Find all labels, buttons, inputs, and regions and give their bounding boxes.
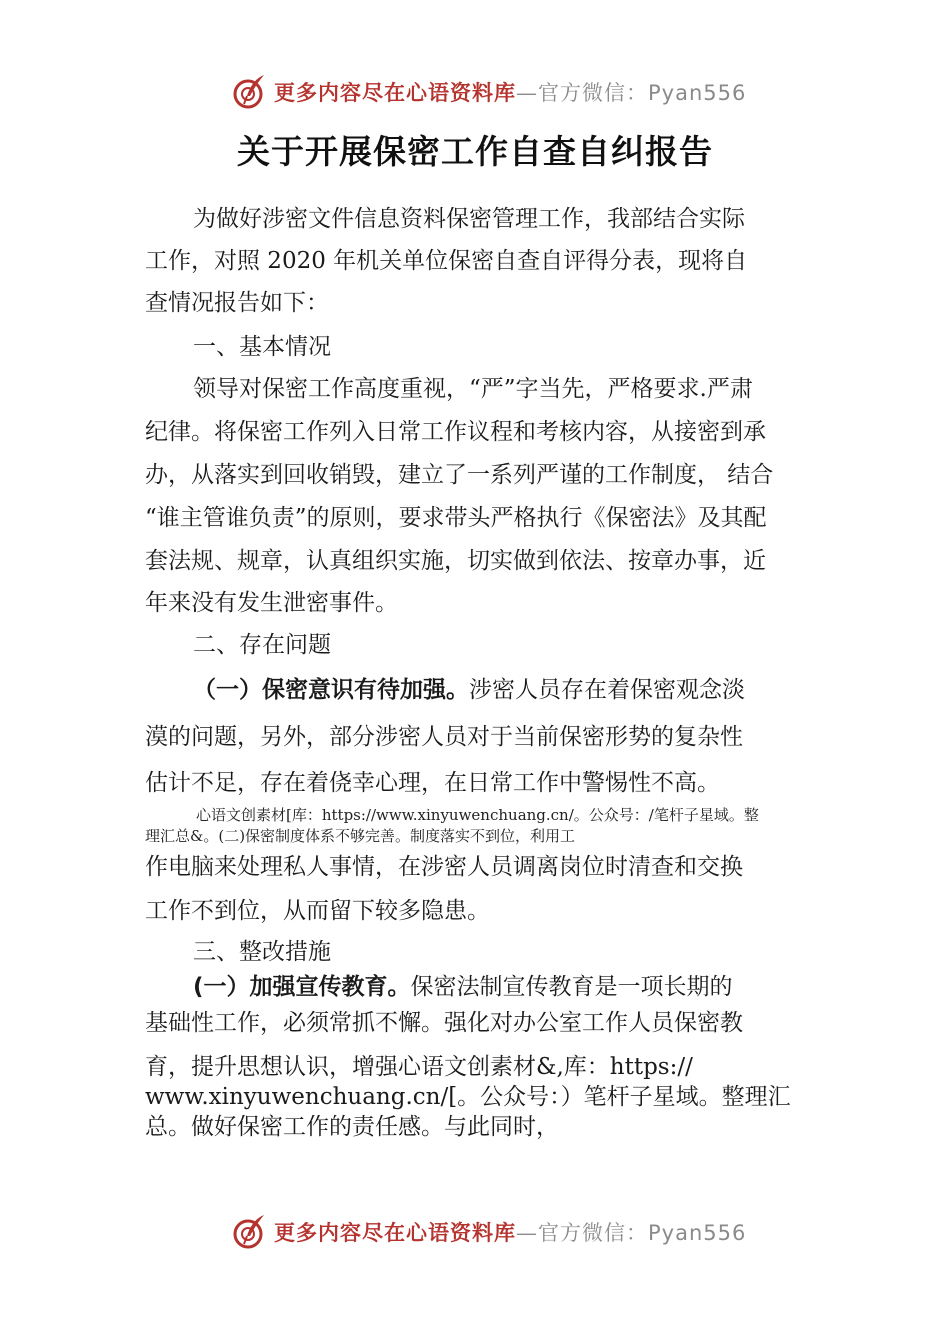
body-line: 工作，对照 2020 年机关单位保密自查自评得分表，现将自 [145, 248, 748, 274]
body-line: 估计不足，存在着侥幸心理，在日常工作中警惕性不高。 [145, 770, 720, 796]
small-watermark-line: 心语文创素材[库：https://www.xinyuwenchuang.cn/。公众号：/笔杆子星域。整 [196, 806, 759, 824]
banner-wechat-label: 官方微信： [538, 1221, 648, 1245]
body-line: 办，从落实到回收销毁，建立了一系列严谨的工作制度， 结合 [145, 462, 774, 488]
header-watermark-banner [230, 70, 750, 114]
body-line: 育，提升思想认识，增强心语文创素材&,库：https:// [145, 1054, 693, 1080]
body-line: 作电脑来处理私人事情，在涉密人员调离岗位时清查和交换 [145, 854, 743, 880]
body-line: “谁主管谁负责”的原则，要求带头严格执行《保密法》及其配 [145, 505, 767, 531]
body-line: 工作不到位，从而留下较多隐患。 [145, 898, 490, 924]
section-heading-3: 三、整改措施 [193, 939, 331, 965]
banner-main-text: 更多内容尽在心语资料库 [274, 1220, 516, 1245]
body-line: 领导对保密工作高度重视，“严”字当先，严格要求.严肃 [193, 376, 753, 402]
banner-wechat-id: Pyan556 [648, 81, 747, 105]
body-line: 总。做好保密工作的责任感。与此同时， [145, 1114, 559, 1140]
banner-wechat-id: Pyan556 [648, 1221, 747, 1245]
subsection-text: 保密法制宣传教育是一项长期的 [410, 974, 733, 1000]
quill-pen-circle-icon [230, 1212, 270, 1252]
body-line: 纪律。将保密工作列入日常工作议程和考核内容，从接密到承 [145, 419, 766, 445]
banner-separator: — [516, 1221, 538, 1245]
body-line: 查情况报告如下： [145, 290, 329, 316]
banner-main-text: 更多内容尽在心语资料库 [274, 80, 516, 105]
document-title: 关于开展保密工作自查自纠报告 [237, 132, 713, 171]
footer-watermark-banner [230, 1210, 750, 1254]
subsection-line [193, 669, 873, 711]
banner-wechat-label: 官方微信： [538, 81, 648, 105]
subsection-heading-1: （一）保密意识有待加强。 [193, 677, 469, 703]
body-line: www.xinyuwenchuang.cn/[。公众号：）笔杆子星域。整理汇 [145, 1084, 791, 1110]
banner-separator: — [516, 81, 538, 105]
section-heading-2: 二、存在问题 [193, 632, 331, 658]
body-line: 年来没有发生泄密事件。 [145, 590, 398, 616]
subsection-heading-2: (一）加强宣传教育。 [193, 974, 411, 1000]
body-line: 漠的问题，另外，部分涉密人员对于当前保密形势的复杂性 [145, 724, 743, 750]
section-heading-1: 一、基本情况 [193, 334, 331, 360]
subsection-text: 涉密人员存在着保密观念淡 [469, 677, 745, 703]
quill-pen-circle-icon [230, 72, 270, 112]
small-watermark-line: 理汇总&。(二)保密制度体系不够完善。制度落实不到位，利用工 [145, 827, 576, 845]
body-line: 套法规、规章，认真组织实施，切实做到依法、按章办事，近 [145, 548, 766, 574]
body-line: 为做好涉密文件信息资料保密管理工作，我部结合实际 [193, 206, 745, 232]
body-line: 基础性工作，必须常抓不懈。强化对办公室工作人员保密教 [145, 1010, 743, 1036]
